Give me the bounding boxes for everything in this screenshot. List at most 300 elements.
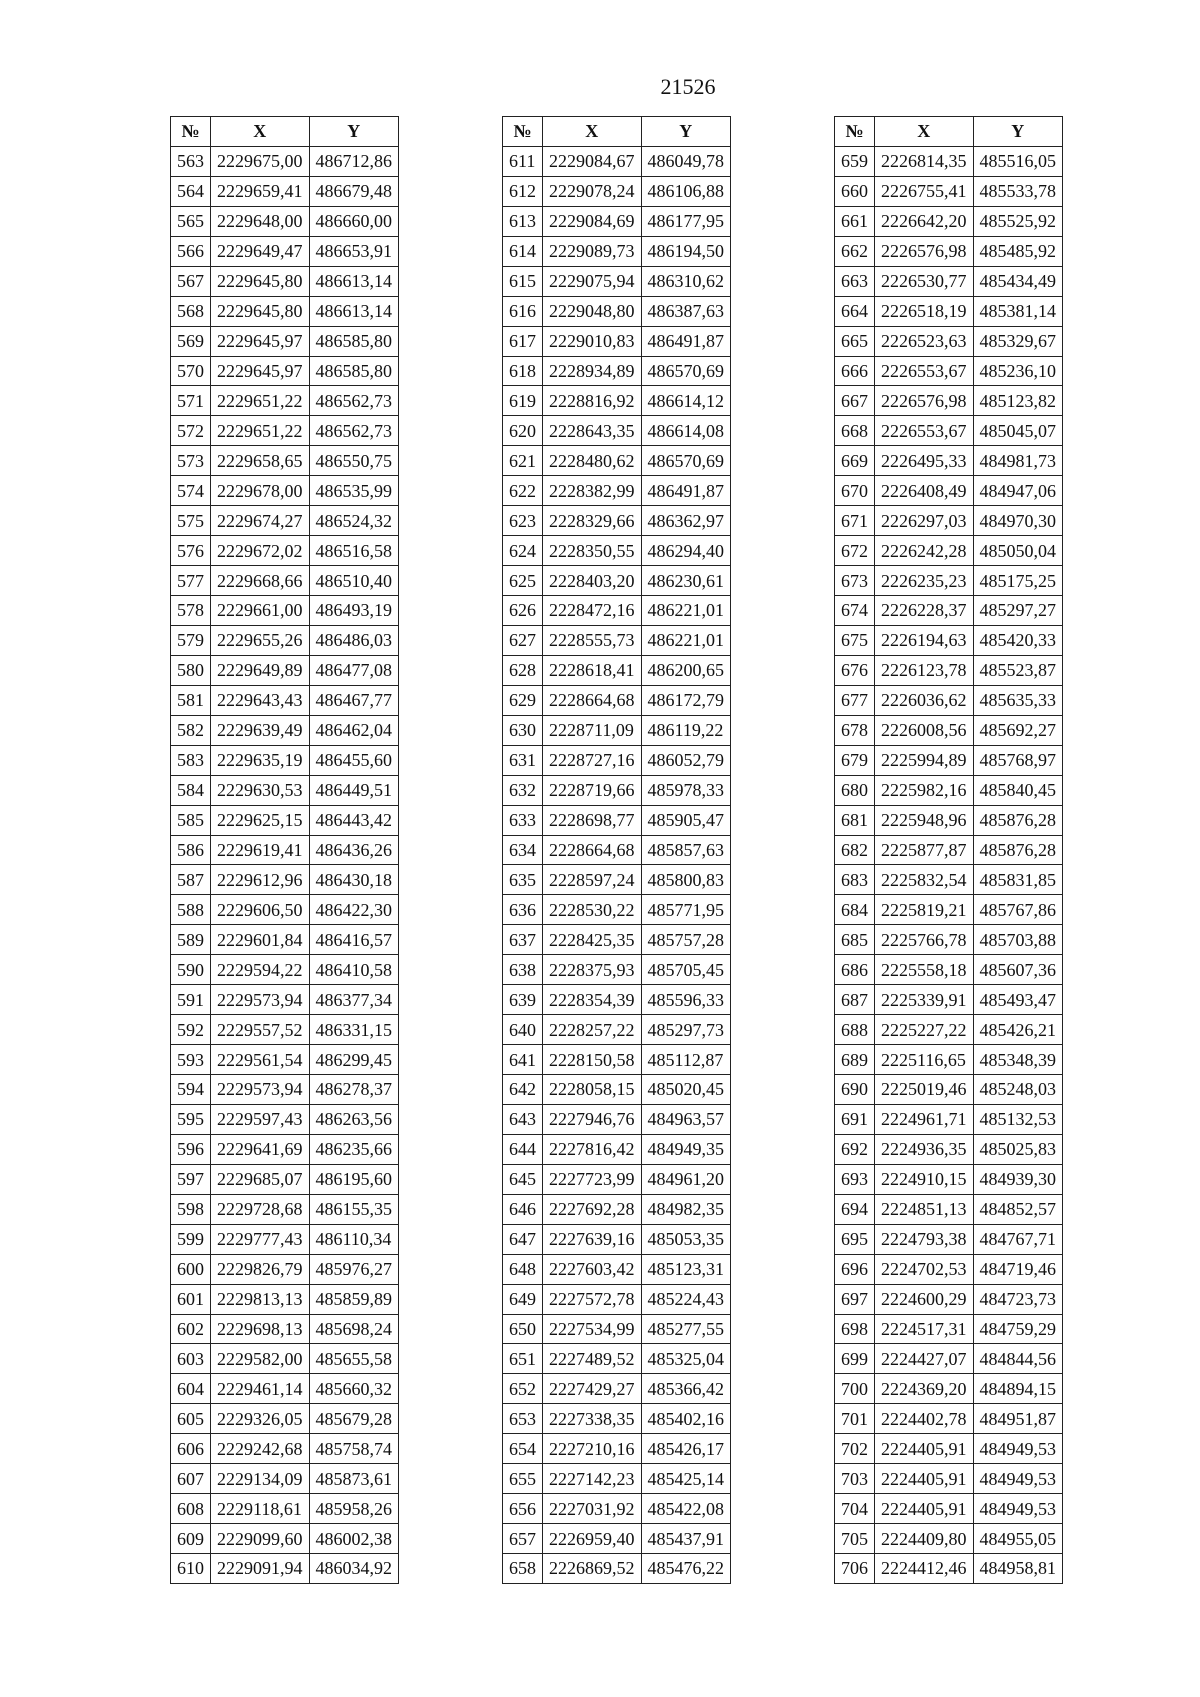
cell-number: 579 (171, 625, 211, 655)
cell-y: 486436,26 (309, 835, 399, 865)
cell-y: 484949,53 (973, 1494, 1063, 1524)
cell-x: 2228329,66 (543, 506, 642, 536)
cell-y: 486194,50 (641, 236, 731, 266)
table-row (503, 416, 731, 446)
cell-number: 626 (503, 596, 543, 626)
table-row (503, 715, 731, 745)
table-row (835, 895, 1063, 925)
table-row (503, 865, 731, 895)
cell-number: 642 (503, 1075, 543, 1105)
cell-y: 485758,74 (309, 1434, 399, 1464)
table-row (503, 1045, 731, 1075)
cell-y: 484949,35 (641, 1134, 731, 1164)
table-row (503, 835, 731, 865)
cell-x: 2226297,03 (875, 506, 974, 536)
table-row (171, 625, 399, 655)
cell-y: 485800,83 (641, 865, 731, 895)
cell-y: 485476,22 (641, 1554, 731, 1584)
table-row (171, 596, 399, 626)
table-row (835, 715, 1063, 745)
cell-number: 566 (171, 236, 211, 266)
cell-x: 2226242,28 (875, 536, 974, 566)
cell-y: 485771,95 (641, 895, 731, 925)
table-row (835, 1404, 1063, 1434)
cell-y: 486491,87 (641, 326, 731, 356)
cell-number: 629 (503, 685, 543, 715)
cell-number: 684 (835, 895, 875, 925)
cell-number: 593 (171, 1045, 211, 1075)
cell-x: 2229674,27 (211, 506, 310, 536)
cell-y: 486200,65 (641, 655, 731, 685)
cell-number: 687 (835, 985, 875, 1015)
cell-y: 485425,14 (641, 1464, 731, 1494)
table-row (171, 955, 399, 985)
cell-x: 2229698,13 (211, 1314, 310, 1344)
table-row (835, 506, 1063, 536)
cell-y: 486177,95 (641, 206, 731, 236)
cell-y: 485905,47 (641, 805, 731, 835)
table-row (835, 416, 1063, 446)
table-row (835, 1015, 1063, 1045)
cell-number: 624 (503, 536, 543, 566)
cell-y: 486570,69 (641, 446, 731, 476)
cell-y: 485236,10 (973, 356, 1063, 386)
table-row (835, 1164, 1063, 1194)
cell-x: 2226495,33 (875, 446, 974, 476)
cell-x: 2228354,39 (543, 985, 642, 1015)
cell-y: 485434,49 (973, 266, 1063, 296)
cell-x: 2228816,92 (543, 386, 642, 416)
cell-number: 563 (171, 146, 211, 176)
cell-number: 577 (171, 566, 211, 596)
table-row (503, 1134, 731, 1164)
table-row (171, 895, 399, 925)
table-row (171, 476, 399, 506)
table-row (503, 596, 731, 626)
cell-y: 485767,86 (973, 895, 1063, 925)
cell-y: 486516,58 (309, 536, 399, 566)
cell-y: 485705,45 (641, 955, 731, 985)
cell-x: 2224405,91 (875, 1434, 974, 1464)
cell-x: 2228150,58 (543, 1045, 642, 1075)
table-row (835, 1254, 1063, 1284)
cell-number: 700 (835, 1374, 875, 1404)
cell-x: 2226642,20 (875, 206, 974, 236)
cell-x: 2229643,43 (211, 685, 310, 715)
table-row (835, 1434, 1063, 1464)
cell-x: 2229649,47 (211, 236, 310, 266)
table-row (503, 1434, 731, 1464)
cell-y: 485123,31 (641, 1254, 731, 1284)
table-row (503, 476, 731, 506)
cell-y: 485873,61 (309, 1464, 399, 1494)
table-row (835, 835, 1063, 865)
cell-number: 621 (503, 446, 543, 476)
cell-x: 2226235,23 (875, 566, 974, 596)
table-header-row (503, 117, 731, 147)
cell-x: 2228382,99 (543, 476, 642, 506)
cell-y: 486002,38 (309, 1524, 399, 1554)
cell-number: 584 (171, 775, 211, 805)
cell-x: 2229134,09 (211, 1464, 310, 1494)
cell-number: 564 (171, 176, 211, 206)
cell-x: 2229594,22 (211, 955, 310, 985)
cell-y: 486221,01 (641, 625, 731, 655)
cell-x: 2227142,23 (543, 1464, 642, 1494)
table-row (171, 1104, 399, 1134)
page-number: 21526 (660, 74, 716, 99)
cell-y: 484982,35 (641, 1194, 731, 1224)
cell-number: 677 (835, 685, 875, 715)
cell-x: 2224702,53 (875, 1254, 974, 1284)
cell-x: 2226008,56 (875, 715, 974, 745)
table-row (835, 1314, 1063, 1344)
cell-y: 486570,69 (641, 356, 731, 386)
cell-x: 2226553,67 (875, 356, 974, 386)
cell-number: 663 (835, 266, 875, 296)
cell-x: 2227639,16 (543, 1224, 642, 1254)
cell-x: 2229651,22 (211, 386, 310, 416)
cell-number: 691 (835, 1104, 875, 1134)
cell-y: 484949,53 (973, 1464, 1063, 1494)
cell-number: 637 (503, 925, 543, 955)
cell-y: 485045,07 (973, 416, 1063, 446)
cell-y: 486422,30 (309, 895, 399, 925)
table-row (835, 1104, 1063, 1134)
table-row (835, 1374, 1063, 1404)
cell-number: 657 (503, 1524, 543, 1554)
cell-number: 605 (171, 1404, 211, 1434)
table-row (835, 865, 1063, 895)
cell-y: 484955,05 (973, 1524, 1063, 1554)
cell-x: 2229099,60 (211, 1524, 310, 1554)
cell-x: 2226814,35 (875, 146, 974, 176)
table-row (171, 715, 399, 745)
cell-x: 2229619,41 (211, 835, 310, 865)
table-row (503, 655, 731, 685)
table-row (503, 1224, 731, 1254)
cell-number: 569 (171, 326, 211, 356)
table-row (835, 1134, 1063, 1164)
cell-x: 2227429,27 (543, 1374, 642, 1404)
table-row (835, 176, 1063, 206)
cell-x: 2229582,00 (211, 1344, 310, 1374)
cell-y: 485978,33 (641, 775, 731, 805)
table-row (835, 476, 1063, 506)
cell-x: 2226959,40 (543, 1524, 642, 1554)
cell-number: 590 (171, 955, 211, 985)
table-row (503, 985, 731, 1015)
cell-x: 2229639,49 (211, 715, 310, 745)
cell-y: 485224,43 (641, 1284, 731, 1314)
table-row (171, 1344, 399, 1374)
cell-x: 2227210,16 (543, 1434, 642, 1464)
cell-number: 582 (171, 715, 211, 745)
table-row (171, 1434, 399, 1464)
cell-number: 580 (171, 655, 211, 685)
cell-y: 485053,35 (641, 1224, 731, 1254)
cell-y: 486462,04 (309, 715, 399, 745)
cell-x: 2226228,37 (875, 596, 974, 626)
cell-x: 2229075,94 (543, 266, 642, 296)
cell-number: 635 (503, 865, 543, 895)
cell-number: 660 (835, 176, 875, 206)
cell-x: 2229326,05 (211, 1404, 310, 1434)
cell-number: 601 (171, 1284, 211, 1314)
cell-x: 2229557,52 (211, 1015, 310, 1045)
cell-y: 485248,03 (973, 1075, 1063, 1105)
cell-x: 2229659,41 (211, 176, 310, 206)
cell-number: 670 (835, 476, 875, 506)
table-row (503, 446, 731, 476)
table-row (835, 745, 1063, 775)
coordinate-table-3 (834, 116, 1063, 1584)
cell-y: 485025,83 (973, 1134, 1063, 1164)
table-header-row (171, 117, 399, 147)
cell-x: 2228530,22 (543, 895, 642, 925)
cell-y: 486449,51 (309, 775, 399, 805)
cell-number: 649 (503, 1284, 543, 1314)
cell-x: 2229630,53 (211, 775, 310, 805)
cell-y: 486562,73 (309, 416, 399, 446)
table-row (835, 925, 1063, 955)
cell-x: 2224405,91 (875, 1494, 974, 1524)
cell-y: 486195,60 (309, 1164, 399, 1194)
cell-y: 486486,03 (309, 625, 399, 655)
cell-number: 662 (835, 236, 875, 266)
cell-x: 2229010,83 (543, 326, 642, 356)
cell-number: 616 (503, 296, 543, 326)
cell-y: 486221,01 (641, 596, 731, 626)
cell-y: 486613,14 (309, 296, 399, 326)
cell-x: 2229635,19 (211, 745, 310, 775)
cell-number: 683 (835, 865, 875, 895)
cell-number: 586 (171, 835, 211, 865)
cell-x: 2228727,16 (543, 745, 642, 775)
cell-x: 2227692,28 (543, 1194, 642, 1224)
cell-number: 640 (503, 1015, 543, 1045)
cell-number: 596 (171, 1134, 211, 1164)
table-row (171, 506, 399, 536)
table-row (503, 1554, 731, 1584)
cell-y: 486172,79 (641, 685, 731, 715)
cell-number: 680 (835, 775, 875, 805)
table-row (503, 1075, 731, 1105)
table-row (171, 805, 399, 835)
cell-y: 486562,73 (309, 386, 399, 416)
cell-y: 486235,66 (309, 1134, 399, 1164)
cell-number: 672 (835, 536, 875, 566)
table-row (171, 296, 399, 326)
cell-number: 603 (171, 1344, 211, 1374)
cell-x: 2226576,98 (875, 236, 974, 266)
table-row (835, 1344, 1063, 1374)
table-row (835, 1284, 1063, 1314)
cell-y: 485533,78 (973, 176, 1063, 206)
cell-y: 485692,27 (973, 715, 1063, 745)
table-row (835, 596, 1063, 626)
cell-number: 611 (503, 146, 543, 176)
cell-x: 2229048,80 (543, 296, 642, 326)
cell-x: 2225994,89 (875, 745, 974, 775)
cell-number: 665 (835, 326, 875, 356)
cell-x: 2224961,71 (875, 1104, 974, 1134)
cell-number: 578 (171, 596, 211, 626)
cell-y: 486034,92 (309, 1554, 399, 1584)
table-row (835, 356, 1063, 386)
cell-number: 628 (503, 655, 543, 685)
cell-x: 2225982,16 (875, 775, 974, 805)
cell-number: 570 (171, 356, 211, 386)
table-row (171, 1075, 399, 1105)
table-row (171, 1554, 399, 1584)
cell-y: 486310,62 (641, 266, 731, 296)
table-row (171, 416, 399, 446)
cell-y: 486653,91 (309, 236, 399, 266)
header-x: X (543, 117, 642, 147)
cell-x: 2228698,77 (543, 805, 642, 835)
cell-y: 486535,99 (309, 476, 399, 506)
table-header-row (835, 117, 1063, 147)
cell-y: 486230,61 (641, 566, 731, 596)
cell-y: 486613,14 (309, 266, 399, 296)
cell-y: 486585,80 (309, 326, 399, 356)
cell-y: 486416,57 (309, 925, 399, 955)
cell-x: 2229675,00 (211, 146, 310, 176)
cell-x: 2229672,02 (211, 536, 310, 566)
cell-y: 486679,48 (309, 176, 399, 206)
cell-number: 695 (835, 1224, 875, 1254)
cell-y: 486550,75 (309, 446, 399, 476)
cell-number: 620 (503, 416, 543, 446)
cell-x: 2224851,13 (875, 1194, 974, 1224)
header-y: Y (309, 117, 399, 147)
cell-number: 674 (835, 596, 875, 626)
cell-y: 486477,08 (309, 655, 399, 685)
cell-number: 703 (835, 1464, 875, 1494)
table-row (835, 985, 1063, 1015)
cell-y: 486455,60 (309, 745, 399, 775)
cell-number: 648 (503, 1254, 543, 1284)
table-row (835, 1524, 1063, 1554)
cell-number: 673 (835, 566, 875, 596)
table-row (171, 685, 399, 715)
cell-number: 633 (503, 805, 543, 835)
table-row (835, 1045, 1063, 1075)
cell-x: 2229813,13 (211, 1284, 310, 1314)
cell-y: 484947,06 (973, 476, 1063, 506)
cell-number: 671 (835, 506, 875, 536)
cell-number: 614 (503, 236, 543, 266)
cell-number: 675 (835, 625, 875, 655)
cell-x: 2228711,09 (543, 715, 642, 745)
cell-y: 484958,81 (973, 1554, 1063, 1584)
cell-y: 485123,82 (973, 386, 1063, 416)
cell-y: 485703,88 (973, 925, 1063, 955)
cell-x: 2224409,80 (875, 1524, 974, 1554)
cell-x: 2228425,35 (543, 925, 642, 955)
cell-y: 486410,58 (309, 955, 399, 985)
cell-number: 676 (835, 655, 875, 685)
cell-y: 486377,34 (309, 985, 399, 1015)
cell-x: 2228375,93 (543, 955, 642, 985)
table-row (503, 805, 731, 835)
cell-y: 484970,30 (973, 506, 1063, 536)
cell-number: 583 (171, 745, 211, 775)
cell-number: 567 (171, 266, 211, 296)
cell-number: 643 (503, 1104, 543, 1134)
table-row (171, 146, 399, 176)
cell-y: 485329,67 (973, 326, 1063, 356)
cell-y: 485596,33 (641, 985, 731, 1015)
cell-x: 2229651,22 (211, 416, 310, 446)
table-row (503, 1284, 731, 1314)
table-row (835, 805, 1063, 835)
cell-number: 705 (835, 1524, 875, 1554)
cell-number: 615 (503, 266, 543, 296)
cell-number: 704 (835, 1494, 875, 1524)
table-row (503, 745, 731, 775)
cell-x: 2229728,68 (211, 1194, 310, 1224)
cell-y: 486299,45 (309, 1045, 399, 1075)
cell-x: 2224910,15 (875, 1164, 974, 1194)
table-row (171, 536, 399, 566)
cell-number: 679 (835, 745, 875, 775)
cell-y: 486119,22 (641, 715, 731, 745)
cell-x: 2229606,50 (211, 895, 310, 925)
table-row (171, 356, 399, 386)
cell-y: 486493,19 (309, 596, 399, 626)
cell-number: 576 (171, 536, 211, 566)
table-row (171, 1194, 399, 1224)
cell-y: 485859,89 (309, 1284, 399, 1314)
cell-number: 587 (171, 865, 211, 895)
table-row (835, 1194, 1063, 1224)
cell-number: 572 (171, 416, 211, 446)
table-row (171, 985, 399, 1015)
cell-y: 484719,46 (973, 1254, 1063, 1284)
table-row (835, 775, 1063, 805)
table-row (503, 386, 731, 416)
table-row (503, 1104, 731, 1134)
cell-y: 486278,37 (309, 1075, 399, 1105)
table-row (503, 1464, 731, 1494)
table-row (503, 1524, 731, 1554)
cell-x: 2229648,00 (211, 206, 310, 236)
cell-y: 485297,73 (641, 1015, 731, 1045)
cell-y: 485175,25 (973, 566, 1063, 596)
cell-x: 2227572,78 (543, 1284, 642, 1314)
cell-number: 613 (503, 206, 543, 236)
table-row (171, 745, 399, 775)
cell-number: 625 (503, 566, 543, 596)
cell-y: 486263,56 (309, 1104, 399, 1134)
cell-x: 2224517,31 (875, 1314, 974, 1344)
cell-x: 2228480,62 (543, 446, 642, 476)
cell-x: 2228403,20 (543, 566, 642, 596)
table-row (171, 266, 399, 296)
cell-y: 485426,21 (973, 1015, 1063, 1045)
cell-x: 2229601,84 (211, 925, 310, 955)
cell-number: 592 (171, 1015, 211, 1045)
cell-x: 2225766,78 (875, 925, 974, 955)
table-row (503, 1344, 731, 1374)
table-row (835, 655, 1063, 685)
table-row (503, 685, 731, 715)
table-row (171, 925, 399, 955)
cell-y: 486510,40 (309, 566, 399, 596)
cell-number: 581 (171, 685, 211, 715)
